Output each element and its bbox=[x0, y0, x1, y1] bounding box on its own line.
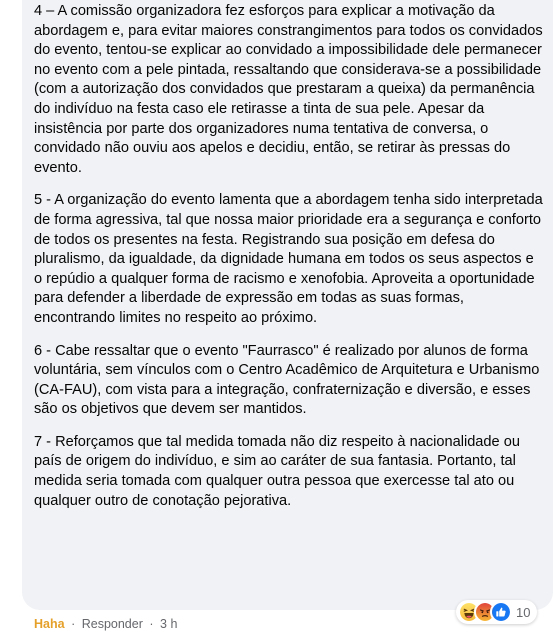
haha-reaction-button[interactable]: Haha bbox=[34, 617, 65, 631]
reactions-summary[interactable] bbox=[456, 600, 537, 624]
comment-paragraph-5: 5 - A organização do evento lamenta que a abordagem tenha sido interpretada de forma agressiva, tal que nossa maior prioridade era a segurança e conforto de todos os presentes na festa. Registrando sua posição em defesa do pluralismo, da igualdade, da dignidade humana em todos os seus aspectos e o repúdio a qualquer forma de racismo e xenofobia. Aproveita a oportunidade para defender a liberdade de expressão em todas as suas formas, encontrando limites no respeito ao próximo. bbox=[34, 192, 543, 326]
like-icon bbox=[490, 601, 512, 623]
comment-actions bbox=[34, 616, 177, 632]
comment-paragraph-4: 4 – A comissão organizadora fez esforços para explicar a motivação da abordagem e, para evitar maiores constrangimentos para todos os convidados do evento, tentou-se explicar ao convidado a impossibilidade dele permanecer no evento com a pele pintada, ressaltando que considerava-se a possibilidade (com a autorização dos convidados que prestaram a queixa) da permanência do indivíduo na festa caso ele retirasse a tinta de sua pele. Apesar da insistência por parte dos organizadores numa tentativa de conversa, o convidado não ouviu aos apelos e decidiu, então, se retirar às pressas do evento. bbox=[34, 3, 543, 176]
comment-timestamp[interactable]: 3 h bbox=[160, 617, 178, 631]
reply-button[interactable]: Responder bbox=[81, 617, 143, 631]
comment-bubble bbox=[22, 0, 553, 610]
action-separator: · bbox=[71, 617, 76, 631]
comment-paragraph-6: 6 - Cabe ressaltar que o evento "Faurrasco" é realizado por alunos de forma voluntária, sem vínculos com o Centro Acadêmico de Arquitetura e Urbanismo (CA-FAU), com vista para a integração, confraternização e diversão, e esses são os objetivos que devem ser mantidos. bbox=[34, 342, 540, 418]
comment-paragraph-7: 7 - Reforçamos que tal medida tomada não diz respeito à nacionalidade ou país de origem do indivíduo, e sim ao caráter de sua fantasia. Portanto, tal medida seria tomada com qualquer outra pessoa que exercesse tal ato ou qualquer outro de conotação pejorativa. bbox=[34, 433, 520, 509]
action-separator: · bbox=[149, 617, 154, 631]
reaction-count: 10 bbox=[516, 604, 531, 620]
